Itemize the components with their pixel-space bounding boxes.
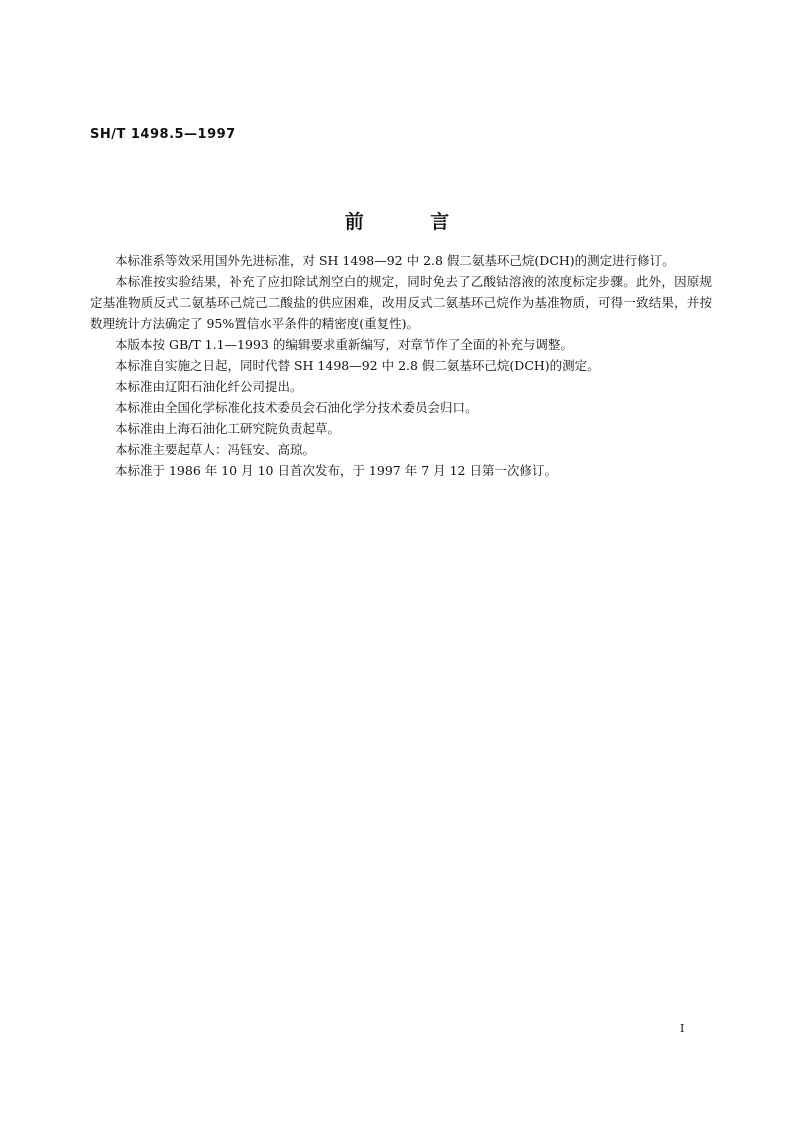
paragraph: 本标准于 1986 年 10 月 10 日首次发布，于 1997 年 7 月 12 日第一次修订。 <box>115 463 557 478</box>
paragraph: 本标准由上海石油化工研究院负责起草。 <box>115 421 341 436</box>
section-title: 前 言 <box>344 211 480 233</box>
paragraph: 本标准按实验结果，补充了应扣除试剂空白的规定，同时免去了乙酸钴溶液的浓度标定步骤。此外，因原规定基准物质反式二氨基环己烷己二酸盐的供应困难，改用反式二氨基环己烷作为基准物质，可得一致结果，并按数理统计方法确定了 95%置信水平条件的精密度(重复性)。 <box>90 274 712 331</box>
paragraph: 本版本按 GB/T 1.1—1993 的编辑要求重新编写，对章节作了全面的补充与调整。 <box>115 337 573 352</box>
standard-code: SH/T 1498.5—1997 <box>90 127 236 142</box>
paragraph: 本标准系等效采用国外先进标准，对 SH 1498—92 中 2.8 假二氨基环己烷(DCH)的测定进行修订。 <box>115 253 675 268</box>
paragraph: 本标准由全国化学标准化技术委员会石油化学分技术委员会归口。 <box>115 400 478 415</box>
document-body <box>90 250 712 481</box>
paragraph: 本标准主要起草人：冯钰安、高琼。 <box>115 442 316 457</box>
paragraph: 本标准自实施之日起，同时代替 SH 1498—92 中 2.8 假二氨基环己烷(DCH)的测定。 <box>115 358 600 373</box>
paragraph: 本标准由辽阳石油化纤公司提出。 <box>115 379 303 394</box>
page-number: I <box>680 1022 685 1035</box>
